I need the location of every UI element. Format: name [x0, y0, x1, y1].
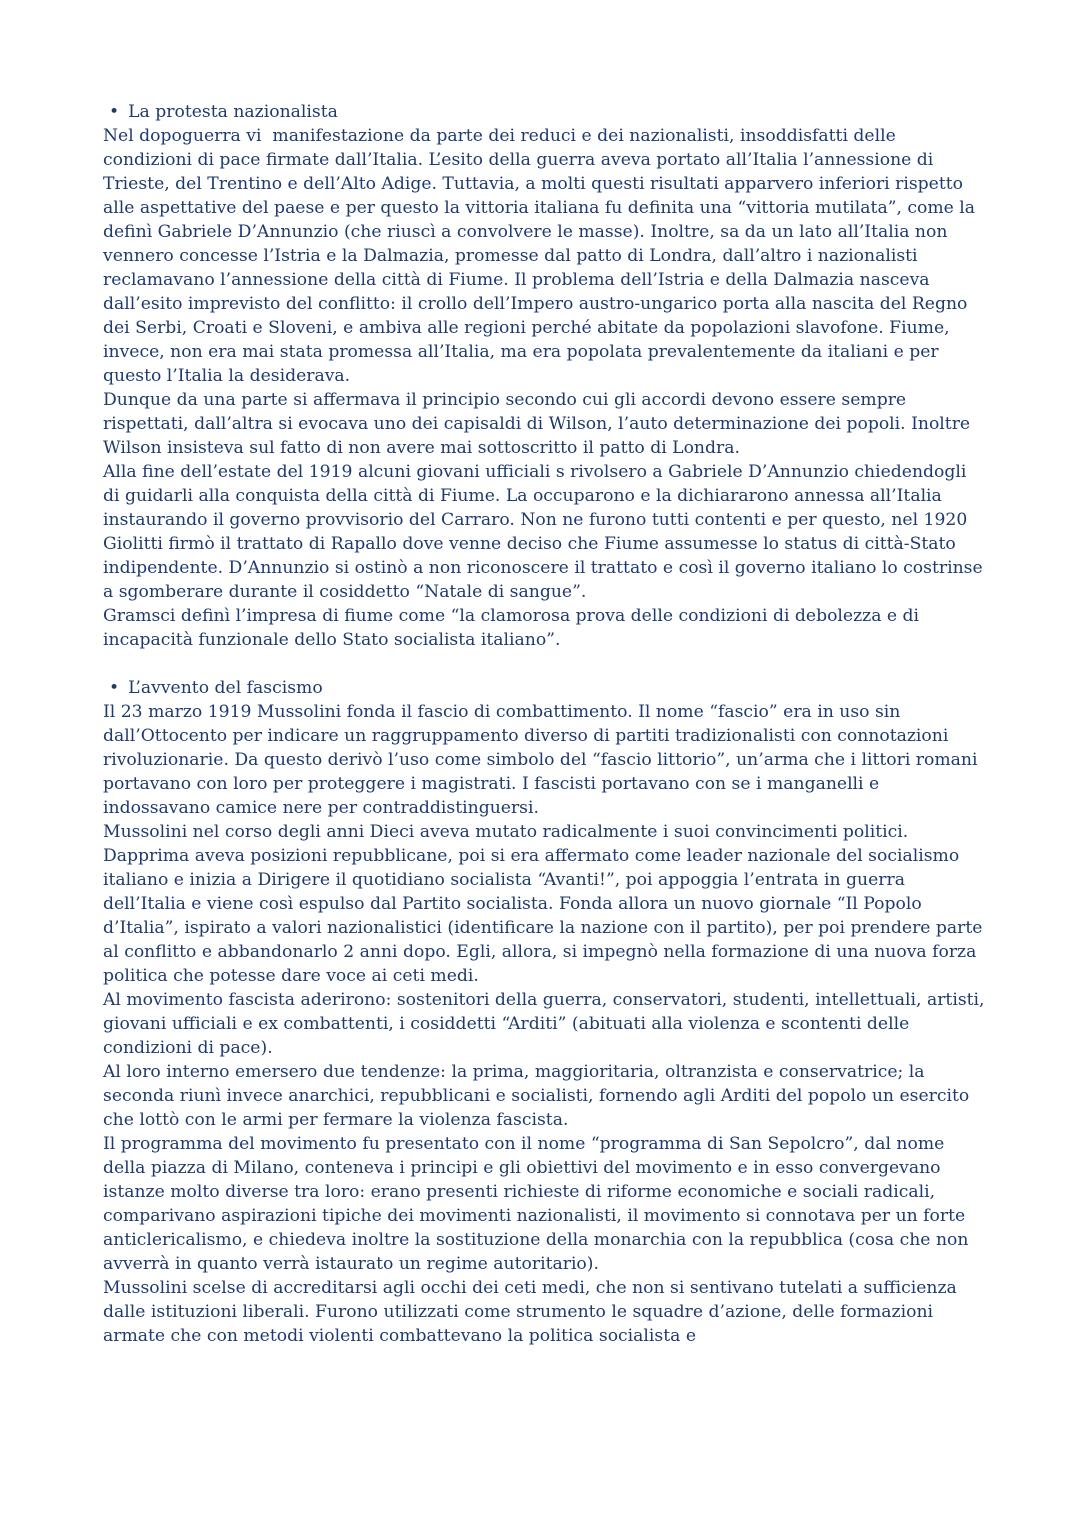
- paragraph: Gramsci definì l’impresa di fiume come “la clamorosa prova delle condizioni di debolezza e di incapacità funzionale dello Stato socialista italiano”.: [103, 606, 925, 650]
- section-protesta-nazionalista: [103, 100, 987, 652]
- bullet-icon: •: [109, 102, 120, 122]
- section-heading: [103, 100, 987, 124]
- section-title: La protesta nazionalista: [128, 102, 338, 122]
- paragraph: Dunque da una parte si affermava il principio secondo cui gli accordi devono essere sempre rispettati, dall’altra si evocava uno dei capisaldi di Wilson, l’auto determinazione dei popoli. Inoltre Wilson insisteva sul fatto di non avere mai sottoscritto il patto di Londra.: [103, 390, 976, 458]
- bullet-icon: •: [109, 678, 120, 698]
- paragraph: Alla fine dell’estate del 1919 alcuni giovani ufficiali s rivolsero a Gabriele D’Annunzio chiedendogli di guidarli alla conquista della città di Fiume. La occuparono e la dichiararono annessa all’Italia instaurando il governo provvisorio del Carraro. Non ne furono tutti contenti e per questo, nel 1920 Giolitti firmò il trattato di Rapallo dove venne deciso che Fiume assumesse lo status di città-Stato indipendente. D’Annunzio si ostinò a non riconoscere il trattato e così il governo italiano lo costrinse a sgomberare durante il cosiddetto “Natale di sangue”.: [103, 462, 989, 602]
- paragraph: Mussolini nel corso degli anni Dieci aveva mutato radicalmente i suoi convincimenti politici. Dapprima aveva posizioni repubblicane, poi si era affermato come leader nazionale del socialismo italiano e inizia a Dirigere il quotidiano socialista “Avanti!”, poi appoggia l’entrata in guerra dell’Italia e viene così espulso dal Partito socialista. Fonda allora un nuovo giornale “Il Popolo d’Italia”, ispirato a valori nazionalistici (identificare la nazione con il partito), per poi prendere parte al conflitto e abbandonarlo 2 anni dopo. Egli, allora, si impegnò nella formazione di una nuova forza politica che potesse dare voce ai ceti medi.: [103, 822, 988, 986]
- section-title: L’avvento del fascismo: [128, 678, 323, 698]
- paragraph: Al movimento fascista aderirono: sostenitori della guerra, conservatori, studenti, intellettuali, artisti, giovani ufficiali e ex combattenti, i cosiddetti “Arditi” (abituati alla violenza e scontenti delle condizioni di pace).: [103, 990, 990, 1058]
- paragraph: Nel dopoguerra vi manifestazione da parte dei reduci e dei nazionalisti, insoddisfatti delle condizioni di pace firmate dall’Italia. L’esito della guerra aveva portato all’Italia l’annessione di Trieste, del Trentino e dell’Alto Adige. Tuttavia, a molti questi risultati apparvero inferiori rispetto alle aspettative del paese e per questo la vittoria italiana fu definita una “vittoria mutilata”, come la definì Gabriele D’Annunzio (che riuscì a convolvere le masse). Inoltre, sa da un lato all’Italia non vennero concesse l’Istria e la Dalmazia, promesse dal patto di Londra, dall’altro i nazionalisti reclamavano l’annessione della città di Fiume. Il problema dell’Istria e della Dalmazia nasceva dall’esito imprevisto del conflitto: il crollo dell’Impero austro-ungarico porta alla nascita del Regno dei Serbi, Croati e Sloveni, e ambiva alle regioni perché abitate da popolazioni slavofone. Fiume, invece, non era mai stata promessa all’Italia, ma era popolata prevalentemente da italiani e per questo l’Italia la desiderava.: [103, 126, 981, 386]
- paragraph: Al loro interno emersero due tendenze: la prima, maggioritaria, oltranzista e conservatrice; la seconda riunì invece anarchici, repubblicani e socialisti, fornendo agli Arditi del popolo un esercito che lottò con le armi per fermare la violenza fascista.: [103, 1062, 975, 1130]
- section-avvento-del-fascismo: [103, 676, 990, 1348]
- paragraph: Il programma del movimento fu presentato con il nome “programma di San Sepolcro”, dal nome della piazza di Milano, conteneva i principi e gli obiettivi del movimento e in esso convergevano istanze molto diverse tra loro: erano presenti richieste di riforme economiche e sociali radicali, comparivano aspirazioni tipiche dei movimenti nazionalisti, il movimento si connotava per un forte anticlericalismo, e chiedeva inoltre la sostituzione della monarchia con la repubblica (cosa che non avverrà in quanto verrà istaurato un regime autoritario).: [103, 1134, 974, 1274]
- paragraph: Mussolini scelse di accreditarsi agli occhi dei ceti medi, che non si sentivano tutelati a sufficienza dalle istituzioni liberali. Furono utilizzati come strumento le squadre d’azione, delle formazioni armate che con metodi violenti combattevano la politica socialista e: [103, 1278, 963, 1346]
- paragraph: Il 23 marzo 1919 Mussolini fonda il fascio di combattimento. Il nome “fascio” era in uso sin dall’Ottocento per indicare un raggruppamento diverso di partiti tradizionalisti con connotazioni rivoluzionarie. Da questo derivò l’uso come simbolo del “fascio littorio”, un’arma che i littori romani portavano con loro per proteggere i magistrati. I fascisti portavano con se i manganelli e indossavano camice nere per contraddistinguersi.: [103, 702, 983, 818]
- section-heading: [103, 676, 987, 700]
